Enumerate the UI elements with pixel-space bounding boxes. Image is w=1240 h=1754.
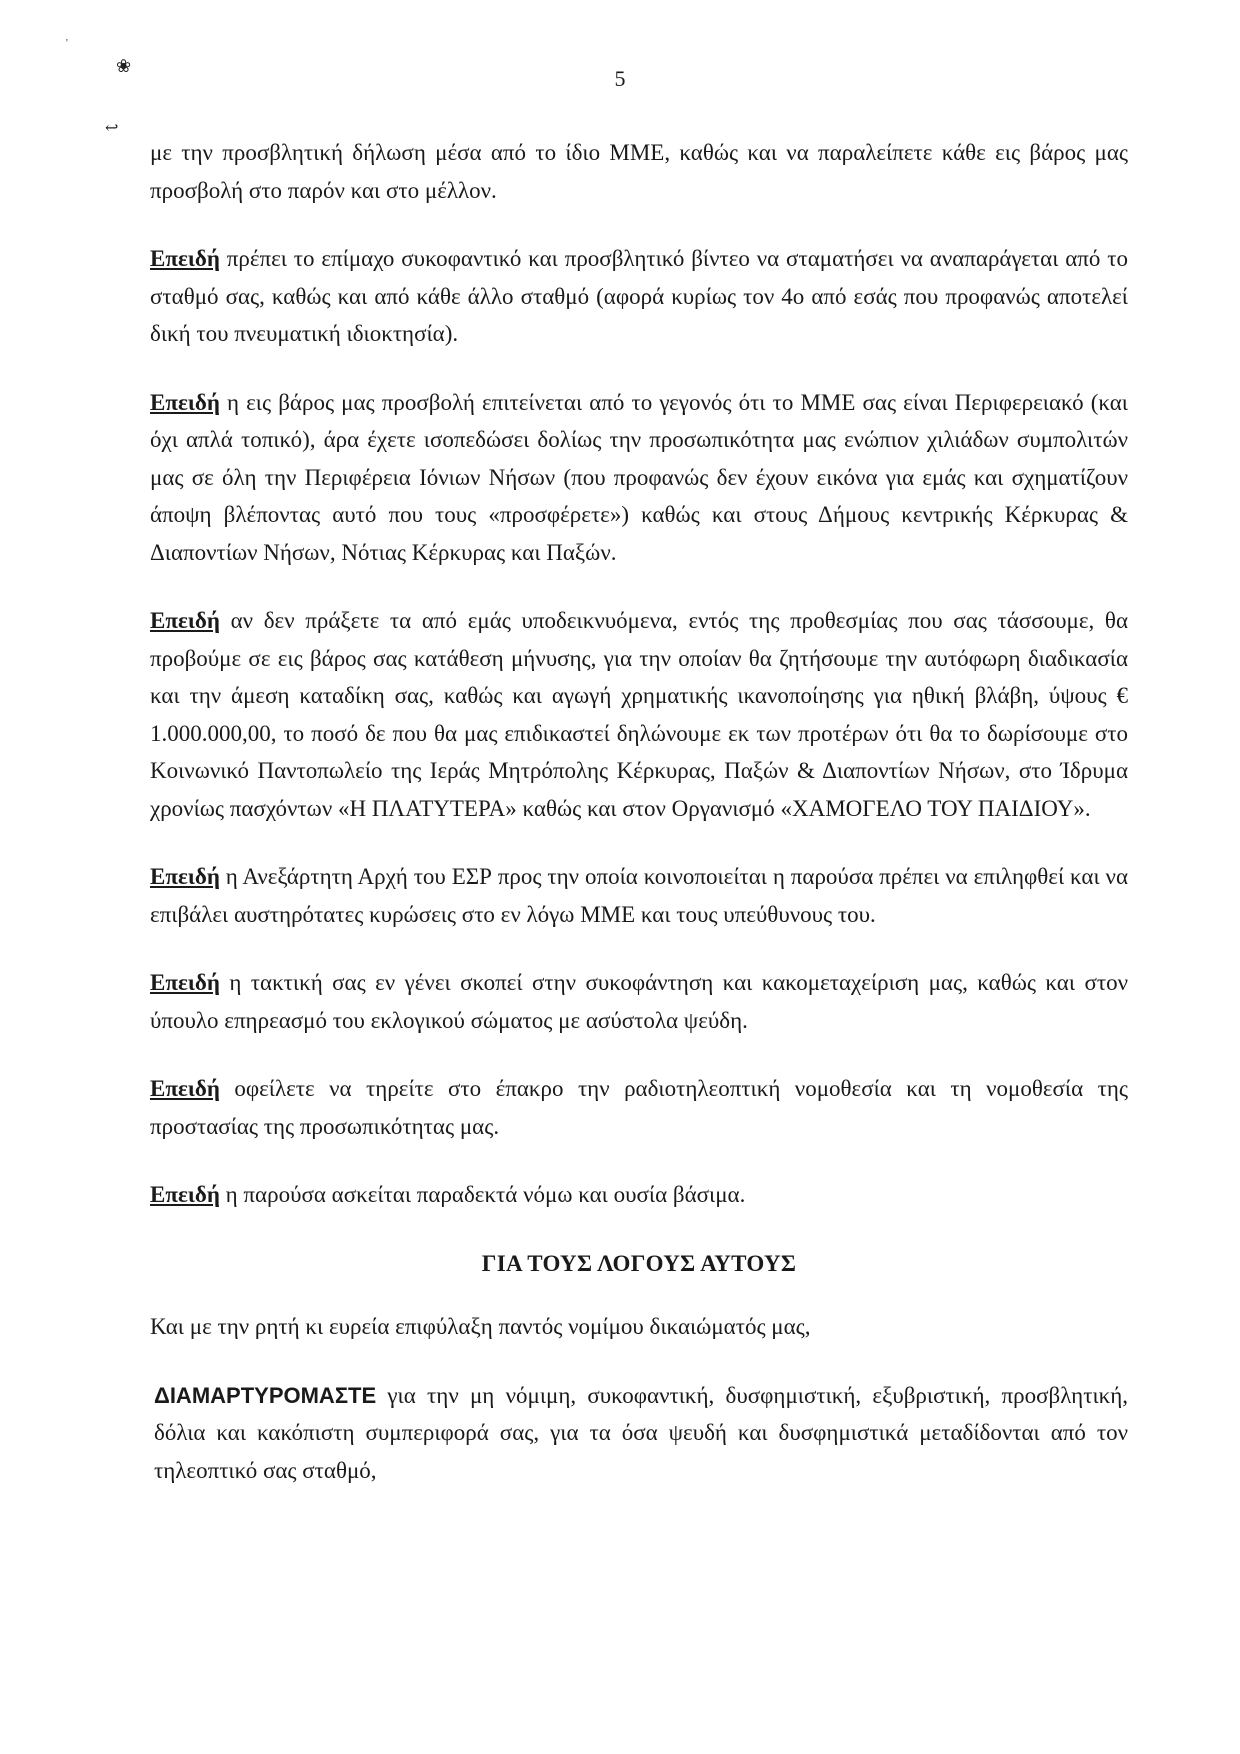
paragraph-keyword: Επειδή xyxy=(150,389,220,415)
paragraph-text: η παρούσα ασκείται παραδεκτά νόμω και ουσία βάσιμα. xyxy=(219,1182,746,1207)
paragraph-keyword: Επειδή xyxy=(150,608,220,633)
paragraph-keyword: Επειδή xyxy=(150,970,220,995)
paragraph-keyword: Επειδή xyxy=(150,864,220,889)
paragraph xyxy=(150,858,1128,933)
paragraph-text: για την μη νόμιμη, συκοφαντική, δυσφημιστική, εξυβριστική, προσβλητική, δόλια και κακόπιστη συμπεριφορά σας, για τα όσα ψευδή και δυσφημιστικά μεταδίδονται από τον τηλεοπτικό σας σταθμό, xyxy=(154,1382,1128,1483)
paragraph-text: Και με την ρητή κι ευρεία επιφύλαξη παντός νομίμου δικαιώματός μας, xyxy=(150,1314,811,1339)
paragraph-text: οφείλετε να τηρείτε στο έπακρο την ραδιοτηλεοπτική νομοθεσία και τη νομοθεσία της προστασίας της προσωπικότητας μας. xyxy=(150,1076,1128,1139)
section-heading: ΓΙΑ ΤΟΥΣ ΛΟΓΟΥΣ ΑΥΤΟΥΣ xyxy=(481,1250,797,1276)
paragraph-text: η εις βάρος μας προσβολή επιτείνεται από το γεγονός ότι το ΜΜΕ σας είναι Περιφερειακό (και όχι απλά τοπικό), άρα έχετε ισοπεδώσει δολίως την προσωπικότητα μας ενώπιον χιλιάδων συμπολιτών μας σε όλη την Περιφέρεια Ιόνιων Νήσων (που προφανώς δεν έχουν εικόνα για εμάς και σχηματίζουν άποψη βλέποντας αυτό που τους «προσφέρετε») καθώς και στους Δήμους κεντρικής Κέρκυρας & Διαποντίων Νήσων, Νότιας Κέρκυρας και Παξών. xyxy=(150,389,1128,565)
scan-mark: ' xyxy=(66,38,68,49)
reservation-paragraph xyxy=(150,1308,1128,1346)
paragraph xyxy=(150,134,1128,209)
scan-mark: ❀ xyxy=(116,56,132,76)
paragraph xyxy=(150,964,1128,1039)
paragraph-text: με την προσβλητική δήλωση μέσα από το ίδιο ΜΜΕ, καθώς και να παραλείπετε κάθε εις βάρος μας προσβολή στο παρόν και στο μέλλον. xyxy=(150,140,1128,203)
paragraph-keyword: Επειδή xyxy=(150,246,220,271)
protest-paragraph xyxy=(150,1377,1128,1490)
page-number: 5 xyxy=(614,66,626,91)
paragraph-keyword: Επειδή xyxy=(150,1182,220,1207)
paragraph-text: αν δεν πράξετε τα από εμάς υποδεικνυόμενα, εντός της προθεσμίας που σας τάσσουμε, θα προβούμε σε εις βάρος σας κατάθεση μήνυσης, για την οποίαν θα ζητήσουμε την αυτόφωρη διαδικασία και την άμεση καταδίκη σας, καθώς και αγωγή χρηματικής ικανοποίησης για ηθική βλάβη, ύψους € 1.000.000,00, το ποσό δε που θα μας επιδικαστεί δηλώνουμε εκ των προτέρων ότι θα το δωρίσουμε στο Κοινωνικό Παντοπωλείο της Ιεράς Μητρόπολης Κέρκυρας, Παξών & Διαποντίων Νήσων, στο Ίδρυμα χρονίως πασχόντων «Η ΠΛΑΤΥΤΕΡΑ» καθώς και στον Οργανισμό «ΧΑΜΟΓΕΛΟ ΤΟΥ ΠΑΙΔΙΟΥ». xyxy=(150,608,1128,821)
paragraph-text: πρέπει το επίμαχο συκοφαντικό και προσβλητικό βίντεο να σταματήσει να αναπαράγεται από το σταθμό σας, καθώς και από κάθε άλλο σταθμό (αφορά κυρίως τον 4ο από εσάς που προφανώς αποτελεί δική του πνευματική ιδιοκτησία). xyxy=(150,246,1128,346)
paragraph xyxy=(150,602,1128,827)
protest-keyword: ΔΙΑΜΑΡΤΥΡΟΜΑΣΤΕ xyxy=(154,1382,377,1408)
scan-mark: ↩ xyxy=(105,120,119,137)
paragraph xyxy=(150,1070,1128,1145)
paragraph-text: η Ανεξάρτητη Αρχή του ΕΣΡ προς την οποία κοινοποιείται η παρούσα πρέπει να επιληφθεί και να επιβάλει αυστηρότατες κυρώσεις στο εν λόγω ΜΜΕ και τους υπεύθυνους του. xyxy=(150,864,1128,927)
document-body xyxy=(150,134,1128,1520)
paragraph xyxy=(150,384,1128,572)
paragraph xyxy=(150,1176,1128,1214)
paragraph-keyword: Επειδή xyxy=(150,1076,220,1101)
paragraph-text: η τακτική σας εν γένει σκοπεί στην συκοφάντηση και κακομεταχείριση μας, καθώς και στον ύπουλο επηρεασμό του εκλογικού σώματος με ασύστολα ψεύδη. xyxy=(150,970,1128,1033)
paragraph xyxy=(150,240,1128,353)
